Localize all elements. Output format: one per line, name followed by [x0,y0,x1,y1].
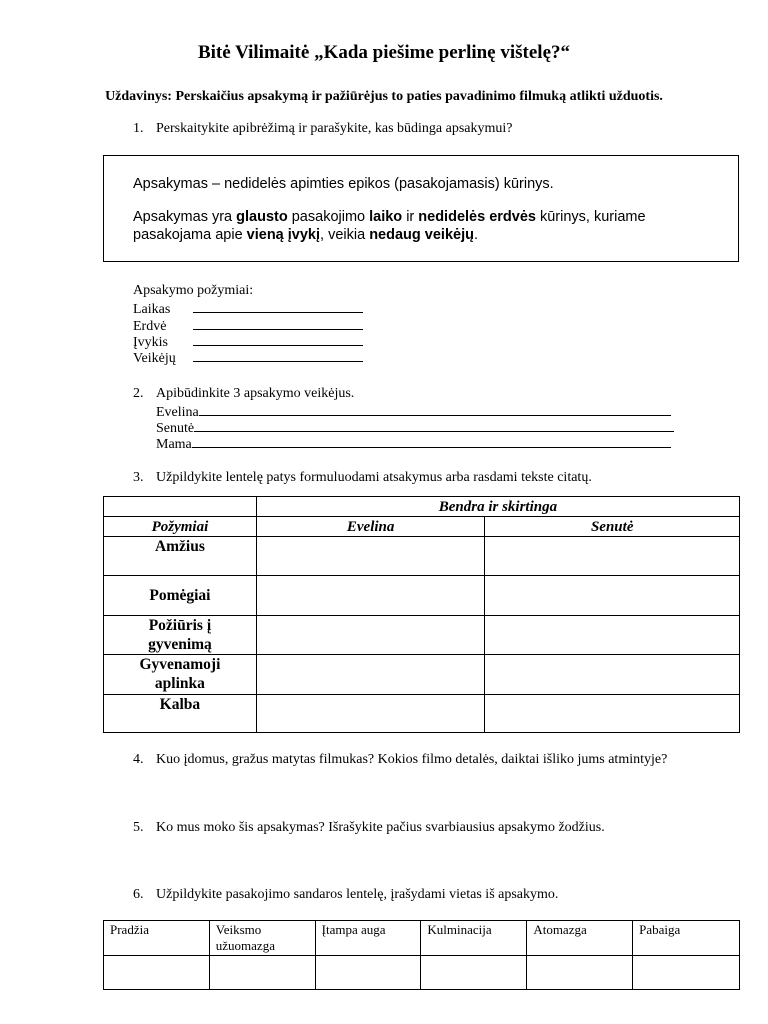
question-2-number: 2. [133,386,144,401]
character-label: Evelina [156,405,199,420]
answer-cell[interactable] [256,537,485,576]
definition-keyword: nedidelės erdvės [418,209,536,225]
task-statement: Uždavinys: Perskaičius apsakymą ir pažiūrėjus to paties pavadinimo filmuką atlikti užduotis. [105,89,663,104]
table-row [104,576,740,616]
question-6-text: Užpildykite pasakojimo sandaros lentelę, įrašydami vietas iš apsakymo. [156,887,559,902]
answer-blank[interactable] [193,300,363,313]
answer-cell[interactable] [209,956,315,990]
answer-blank[interactable] [193,317,363,330]
table-row [104,537,740,576]
plot-header-pradzia [104,921,210,956]
answer-cell[interactable] [315,956,421,990]
feature-line-laikas [133,300,363,318]
question-5-text: Ko mus moko šis apsakymas? Išrašykite pačius svarbiausius apsakymo žodžius. [156,820,605,835]
answer-blank[interactable] [194,419,674,432]
answer-blank[interactable] [193,349,363,362]
answer-cell[interactable] [633,956,740,990]
plot-header-label: Atomazga [533,922,587,937]
row-label: Gyvenamoji [139,656,221,673]
answer-cell[interactable] [485,695,740,733]
table-row [104,695,740,733]
answer-cell[interactable] [421,956,527,990]
plot-header-veiksmo-uzuomazga [209,921,315,956]
definition-text: ir [402,209,419,225]
feature-label: Laikas [133,302,171,317]
answer-blank[interactable] [192,435,671,448]
plot-header-label: užuomazga [215,938,275,953]
question-4-number: 4. [133,752,144,767]
definition-line-1: Apsakymas – nedidelės apimties epikos (pasakojamasis) kūrinys. [133,176,554,192]
character-label: Senutė [156,421,195,436]
feature-label: Įvykis [133,335,168,350]
definition-text: , veikia [320,227,370,243]
col-header-senute: Senutė [485,517,740,537]
answer-cell[interactable] [485,616,740,655]
answer-cell[interactable] [485,537,740,576]
answer-cell[interactable] [256,576,485,616]
row-label: Amžius [154,538,205,555]
answer-cell[interactable] [527,956,633,990]
plot-header-label: Veiksmo [215,922,262,937]
row-header [104,695,257,733]
definition-keyword: nedaug veikėjų [369,227,474,243]
row-header [104,655,257,695]
row-label: gyvenimą [148,636,212,653]
definition-line-2 [133,208,646,244]
question-1-number: 1. [133,121,144,136]
plot-structure-table [103,920,740,990]
definition-keyword: laiko [369,209,403,225]
question-6-number: 6. [133,887,144,902]
plot-header-label: Pabaiga [639,922,681,937]
question-2 [133,386,354,402]
row-label: Kalba [159,696,201,713]
question-4-text: Kuo įdomus, gražus matytas filmukas? Kokios filmo detalės, daiktai išliko jums atmintyje? [156,752,668,767]
feature-label: Erdvė [133,319,167,334]
question-3 [133,470,592,486]
row-header [104,576,257,616]
row-label: aplinka [154,675,205,692]
answer-cell[interactable] [256,655,485,695]
question-3-text: Užpildykite lentelę patys formuluodami atsakymus arba rasdami tekste citatų. [156,470,592,485]
page-title: Bitė Vilimaitė „Kada piešime perlinę vištelę?“ [197,42,571,63]
col-header-features: Požymiai [104,517,257,537]
definition-box [103,155,739,262]
character-line-mama [156,435,671,453]
definition-text: Apsakymas yra [133,209,237,225]
answer-cell[interactable] [256,695,485,733]
definition-keyword: glausto [236,209,288,225]
table-row [104,616,740,655]
question-6 [133,887,558,903]
answer-cell[interactable] [485,576,740,616]
question-5 [133,820,605,836]
row-label: Požiūris į [148,617,212,634]
row-header [104,537,257,576]
table-row [104,956,740,990]
question-3-number: 3. [133,470,144,485]
plot-header-label: Įtampa auga [321,922,386,937]
answer-blank[interactable] [193,333,363,346]
features-heading: Apsakymo požymiai: [133,283,254,298]
plot-header-kulminacija [421,921,527,956]
plot-header-itampa-auga [315,921,421,956]
question-1 [133,121,513,137]
group-header: Bendra ir skirtinga [256,497,739,517]
plot-header-atomazga [527,921,633,956]
feature-label: Veikėjų [133,351,176,366]
question-2-text: Apibūdinkite 3 apsakymo veikėjus. [156,386,355,401]
plot-header-pabaiga [633,921,740,956]
answer-cell[interactable] [485,655,740,695]
row-label: Pomėgiai [149,587,211,604]
table-header-row [104,497,740,517]
table-header-empty [104,497,257,517]
answer-blank[interactable] [199,403,671,416]
question-4 [133,752,667,768]
answer-cell[interactable] [104,956,210,990]
definition-text: . [473,227,478,243]
definition-text: pasakojama apie [133,227,247,243]
question-5-number: 5. [133,820,144,835]
plot-header-label: Kulminacija [427,922,492,937]
feature-line-veikeju [133,349,363,367]
definition-text: pasakojimo [287,209,370,225]
question-1-text: Perskaitykite apibrėžimą ir parašykite, kas būdinga apsakymui? [156,121,513,136]
table-row [104,655,740,695]
character-label: Mama [156,437,192,452]
table-header-row [104,921,740,956]
row-header [104,616,257,655]
definition-text: kūrinys, kuriame [535,209,646,225]
col-header-evelina: Evelina [256,517,485,537]
answer-cell[interactable] [256,616,485,655]
comparison-table [103,496,740,733]
definition-keyword: vieną įvykį [246,227,321,243]
table-header-row [104,517,740,537]
plot-header-label: Pradžia [110,922,149,937]
